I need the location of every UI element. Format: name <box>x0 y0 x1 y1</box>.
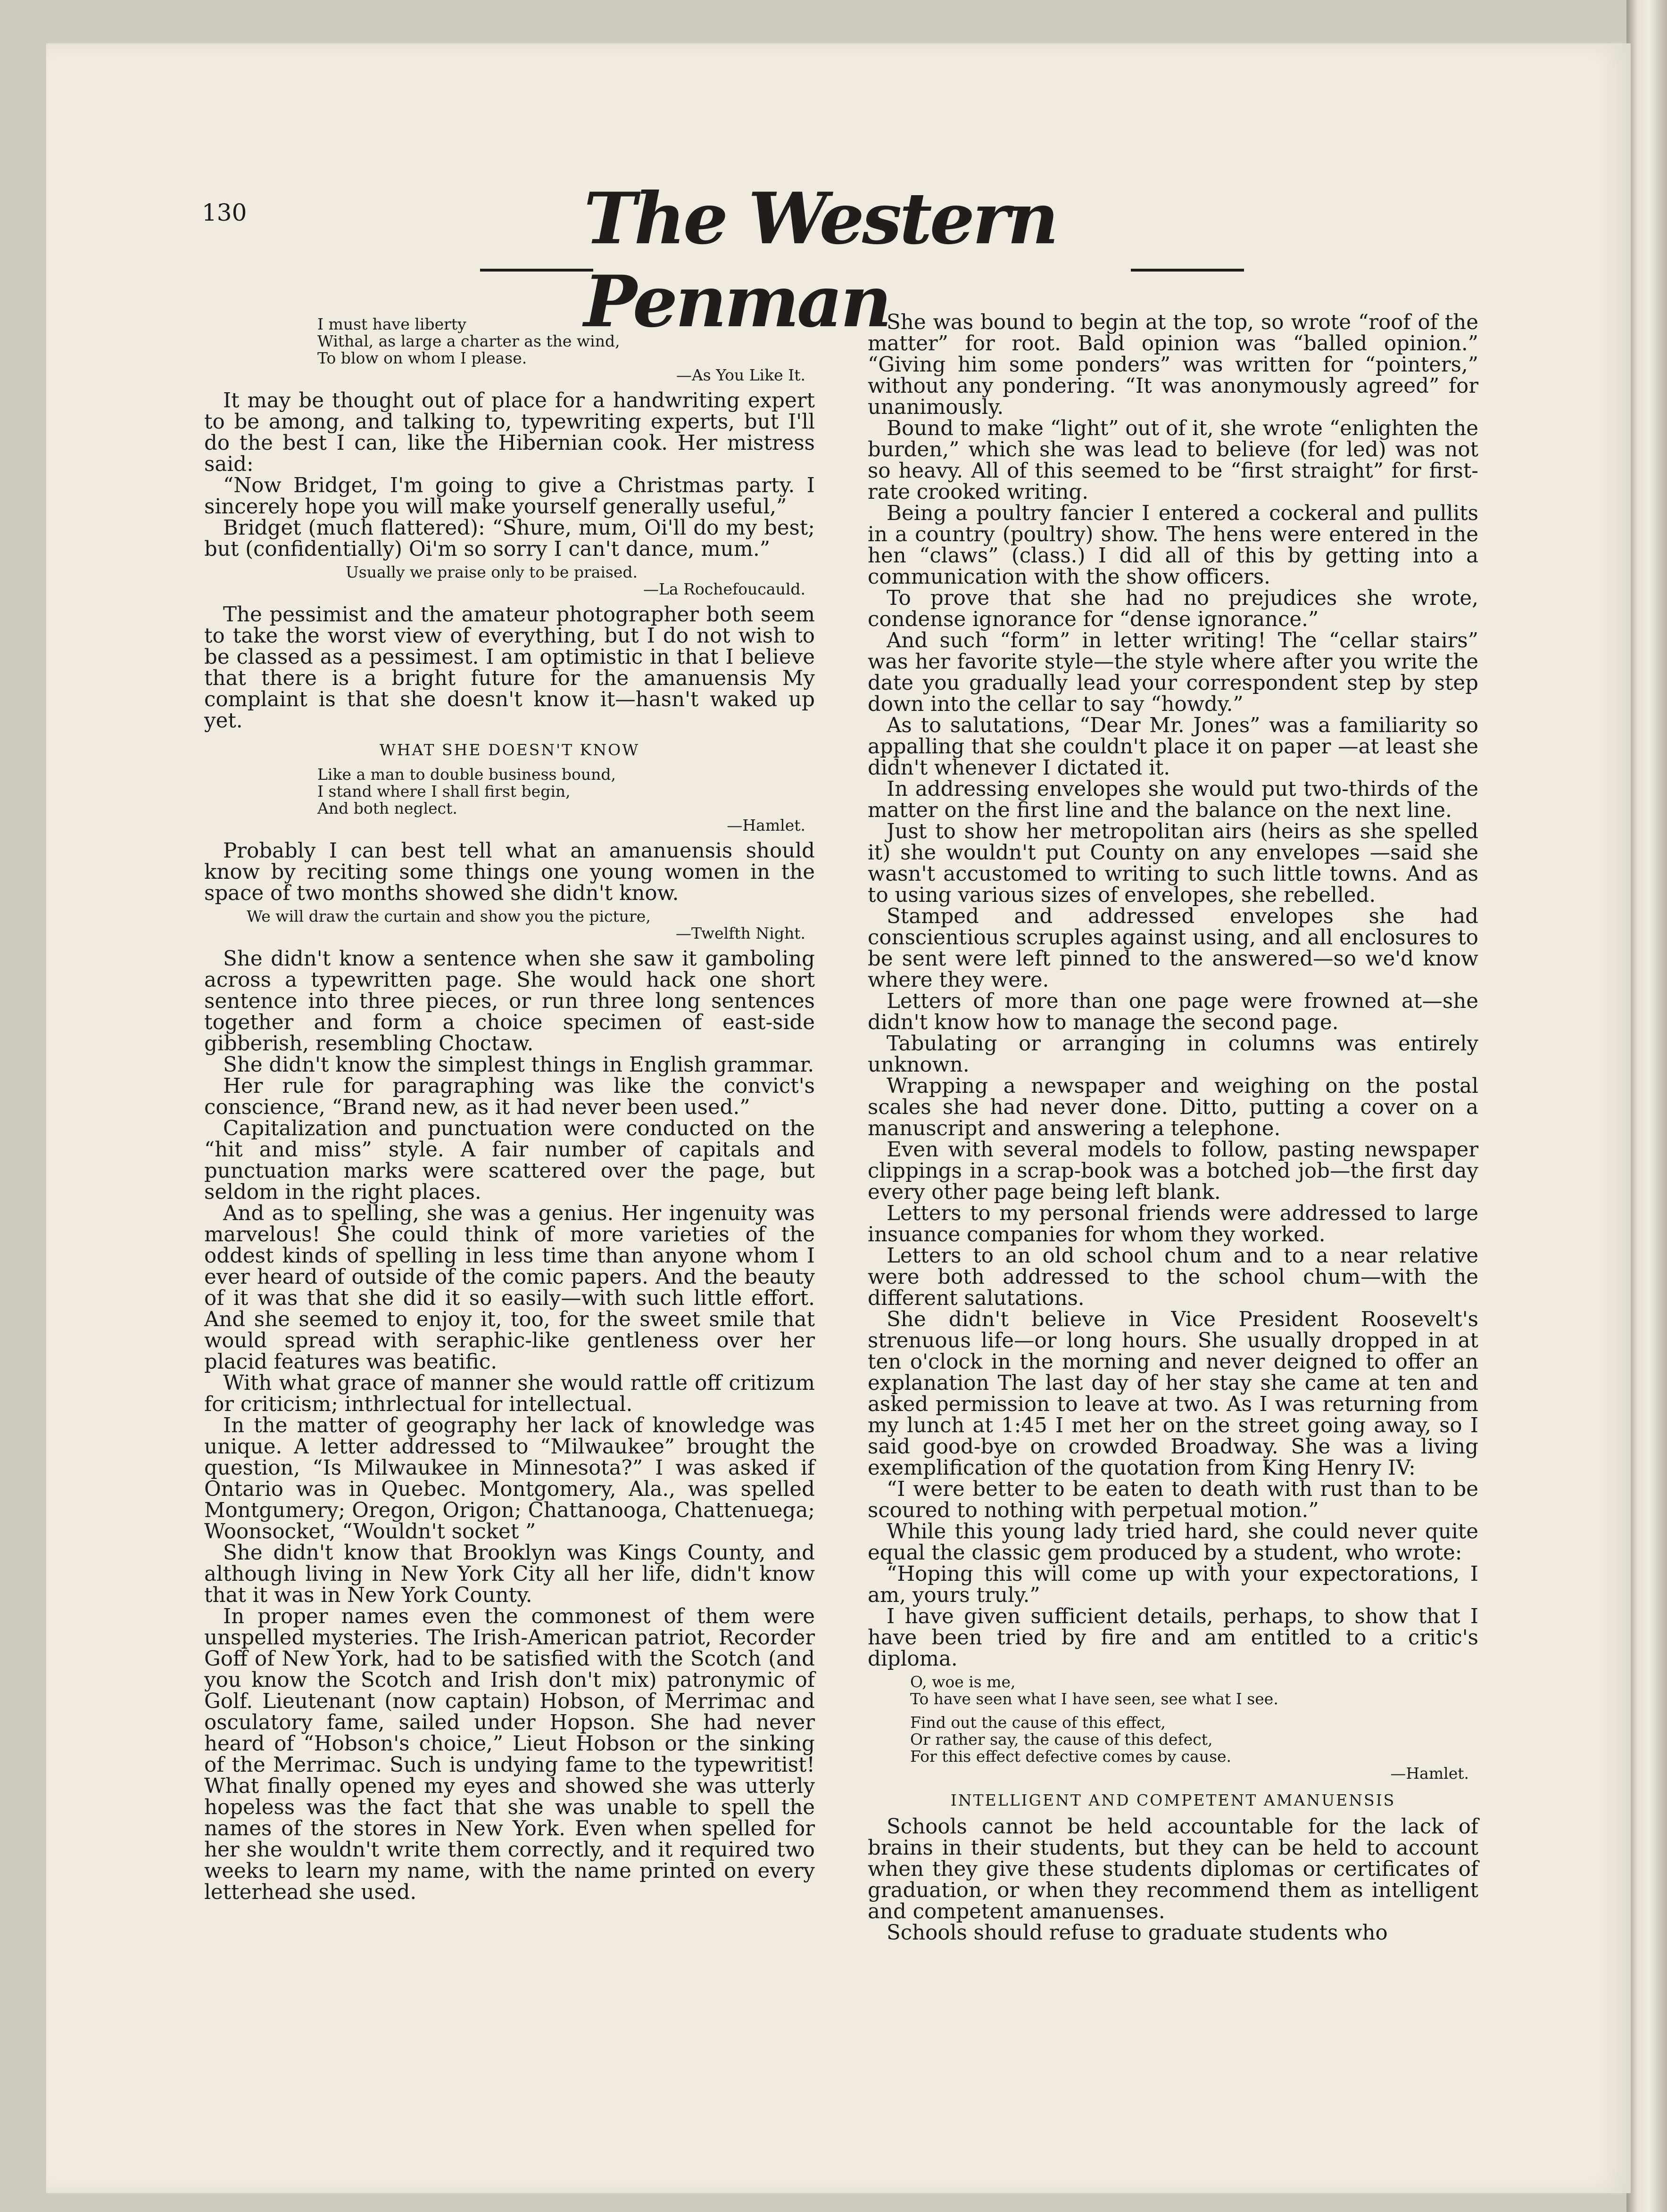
paragraph: Wrapping a newspaper and weighing on the postal scales she had never done. Ditto, putting a cover on a manuscript and answering a telephone. <box>868 1074 1478 1140</box>
quotation-attribution: —As You Like It. <box>676 366 805 384</box>
paragraph: Schools cannot be held accountable for the lack of brains in their students, but they can be held to account when they give these students diplomas or certificates of graduation, or when they recommend them as intelligent and competent amanuenses. <box>868 1815 1478 1923</box>
quotation-attribution: —Hamlet. <box>727 816 805 834</box>
paragraph: I have given sufficient details, perhaps, to show that I have been tried by fire and am entitled to a critic's diploma. <box>868 1605 1478 1671</box>
quotation-attribution: —La Rochefoucauld. <box>643 580 805 598</box>
paragraph: Letters to an old school chum and to a near relative were both addressed to the school chum—with the different salutations. <box>868 1244 1478 1310</box>
paragraph: Letters of more than one page were frowned at—she didn't know how to manage the second page. <box>868 990 1478 1034</box>
book-edge <box>1626 0 1667 2212</box>
quotation <box>868 1714 1478 1782</box>
paragraph: The pessimist and the amateur photographer both seem to take the worst view of everything, but I do not wish to be classed as a pessimest. I am optimistic in that I believe that there is a bright future for the amanuensis My complaint is that she doesn't know it—hasn't waked up yet. <box>204 603 815 733</box>
quotation <box>868 1674 1478 1708</box>
paragraph: Even with several models to follow, pasting newspaper clippings in a scrap-book was a botched job—the first day every other page being left blank. <box>868 1138 1478 1204</box>
quotation-attribution: —Twelfth Night. <box>676 924 805 942</box>
paragraph: Probably I can best tell what an amanuensis should know by reciting some things one young women in the space of two months showed she didn't know. <box>204 839 815 905</box>
paragraph: Just to show her metropolitan airs (heirs as she spelled it) she wouldn't put County on any envelopes —said she wasn't accustomed to writing to such little towns. And as to using various sizes of envelopes, she rebelled. <box>868 820 1478 907</box>
paragraph: With what grace of manner she would rattle off critizum for criticism; inthrlectual for intellectual. <box>204 1371 815 1416</box>
paragraph: “Hoping this will come up with your expectorations, I am, yours truly.” <box>868 1562 1478 1607</box>
paragraph: She didn't know that Brooklyn was Kings County, and although living in New York City all her life, didn't know that it was in New York County. <box>204 1541 815 1607</box>
paragraph: While this young lady tried hard, she could never quite equal the classic gem produced by a student, who wrote: <box>868 1520 1478 1565</box>
paragraph: “Now Bridget, I'm going to give a Christmas party. I sincerely hope you will make yourself generally useful,” <box>204 474 815 519</box>
paragraph: In the matter of geography her lack of knowledge was unique. A letter addressed to “Milwaukee” brought the question, “Is Milwaukee in Minnesota?” I was asked if Ontario was in Quebec. Montgomery, Ala., was spelled Montgumery; Oregon, Origon; Chattanooga, Chattenuega; Woonsocket, “Wouldn't socket ” <box>204 1414 815 1543</box>
page <box>46 43 1631 2193</box>
quotation-lines: Find out the cause of this effect, Or rather say, the cause of this defect, For this effect defective comes by cause. <box>910 1713 1232 1766</box>
paragraph: Her rule for paragraphing was like the convict's conscience, “Brand new, as it had never been used.” <box>204 1074 815 1119</box>
paragraph: It may be thought out of place for a handwriting expert to be among, and talking to, typewriting experts, but I'll do the best I can, like the Hibernian cook. Her mistress said: <box>204 389 815 476</box>
paragraph: She didn't know the simplest things in English grammar. <box>223 1053 814 1077</box>
paragraph: And such “form” in letter writing! The “cellar stairs” was her favorite style—the style where after you write the date you gradually lead your correspondent step by step down into the cellar to say “howdy.” <box>868 629 1478 716</box>
paragraph: She didn't believe in Vice President Roosevelt's strenuous life—or long hours. She usually dropped in at ten o'clock in the morning and never deigned to offer an explanation The last day of her stay she came at ten and asked permission to leave at two. As I was returning from my lunch at 1:45 I met her on the street going away, so I said good-bye on crowded Broadway. She was a living exemplification of the quotation from King Henry IV: <box>868 1308 1478 1480</box>
paragraph: In addressing envelopes she would put two-thirds of the matter on the first line and the balance on the next line. <box>868 777 1478 822</box>
paragraph: And as to spelling, she was a genius. Her ingenuity was marvelous! She could think of more varieties of the oddest kinds of spelling in less time than anyone whom I ever heard of outside of the comic papers. And the beauty of it was that she did it so easily—with such little effort. And she seemed to enjoy it, too, for the sweet smile that would spread with seraphic-like gentleness over her placid features was beatific. <box>204 1202 815 1374</box>
paragraph: To prove that she had no prejudices she wrote, condense ignorance for “dense ignorance.” <box>868 586 1478 631</box>
paragraph: She was bound to begin at the top, so wrote “roof of the matter” for root. Bald opinion was “balled opinion.” “Giving him some ponders” was written for “pointers,” without any pondering. “It was anonymously agreed” for unanimously. <box>868 311 1478 419</box>
masthead-rule-left <box>480 269 593 272</box>
right-column <box>868 312 1478 1944</box>
left-column <box>204 312 815 1903</box>
page-number: 130 <box>202 199 247 226</box>
quotation-lines: I must have liberty Withal, as large a charter as the wind, To blow on whom I please. <box>317 315 620 367</box>
quotation-attribution: —Hamlet. <box>1390 1764 1469 1783</box>
quotation <box>204 316 815 384</box>
quotation-lines: Usually we praise only to be praised. <box>346 563 638 581</box>
paragraph: Being a poultry fancier I entered a cockeral and pullits in a country (poultry) show. The hens were entered in the hen “claws” (class.) I did all of this by getting into a communication with the show officers. <box>868 502 1478 589</box>
section-heading: INTELLIGENT AND COMPETENT AMANUENSIS <box>950 1791 1396 1809</box>
paragraph: Capitalization and punctuation were conducted on the “hit and miss” style. A fair number of capitals and punctuation marks were scattered over the page, but seldom in the right places. <box>204 1117 815 1204</box>
paragraph: In proper names even the commonest of them were unspelled mysteries. The Irish-American patriot, Recorder Goff of New York, had to be satisfied with the Scotch (and you know the Scotch and Irish don't mix) patronymic of Golf. Lieutenant (now captain) Hobson, of Merrimac and osculatory fame, sailed under Hopson. She had never heard of “Hobson's choice,” Lieut Hobson or the sinking of the Merrimac. Such is undying fame to the typewritist! What finally opened my eyes and showed she was utterly hopeless was the fact that she was unable to spell the names of the stores in New York. Even when spelled for her she wouldn't write them correctly, and it required two weeks to learn my name, with the name printed on every letterhead she used. <box>204 1605 815 1904</box>
paragraph: Schools should refuse to graduate students who <box>887 1921 1388 1945</box>
quotation-lines: We will draw the curtain and show you the picture, <box>247 907 651 925</box>
paragraph: “I were better to be eaten to death with rust than to be scoured to nothing with perpetual motion.” <box>868 1477 1478 1522</box>
paragraph: Tabulating or arranging in columns was entirely unknown. <box>868 1032 1478 1077</box>
section-heading: WHAT SHE DOESN'T KNOW <box>379 741 640 759</box>
quotation-lines: O, woe is me, To have seen what I have seen, see what I see. <box>910 1673 1278 1708</box>
masthead-title: The Western Penman <box>584 177 1057 343</box>
paragraph: Bridget (much flattered): “Shure, mum, Oi'll do my best; but (confidentially) Oi'm so sorry I can't dance, mum.” <box>204 516 815 561</box>
masthead-rule-right <box>1131 269 1244 272</box>
paragraph: She didn't know a sentence when she saw it gamboling across a typewritten page. She would hack one short sentence into three pieces, or run three long sentences together and form a choice specimen of east-side gibberish, resembling Choctaw. <box>204 947 815 1056</box>
masthead <box>480 177 1244 343</box>
quotation <box>204 908 815 942</box>
paragraph: Stamped and addressed envelopes she had conscientious scruples against using, and all enclosures to be sent were left pinned to the answered—so we'd know where they were. <box>868 905 1478 992</box>
paragraph: Bound to make “light” out of it, she wrote “enlighten the burden,” which she was lead to believe (for led) was not so heavy. All of this seemed to be “first straight” for first-rate crooked writing. <box>868 417 1478 504</box>
paragraph: As to salutations, “Dear Mr. Jones” was a familiarity so appalling that she couldn't place it on paper —at least she didn't whenever I dictated it. <box>868 714 1478 780</box>
paragraph: Letters to my personal friends were addressed to large insuance companies for whom they worked. <box>868 1202 1478 1246</box>
quotation <box>204 766 815 834</box>
quotation <box>204 564 815 598</box>
quotation-lines: Like a man to double business bound, I stand where I shall first begin, And both neglect. <box>317 765 616 817</box>
